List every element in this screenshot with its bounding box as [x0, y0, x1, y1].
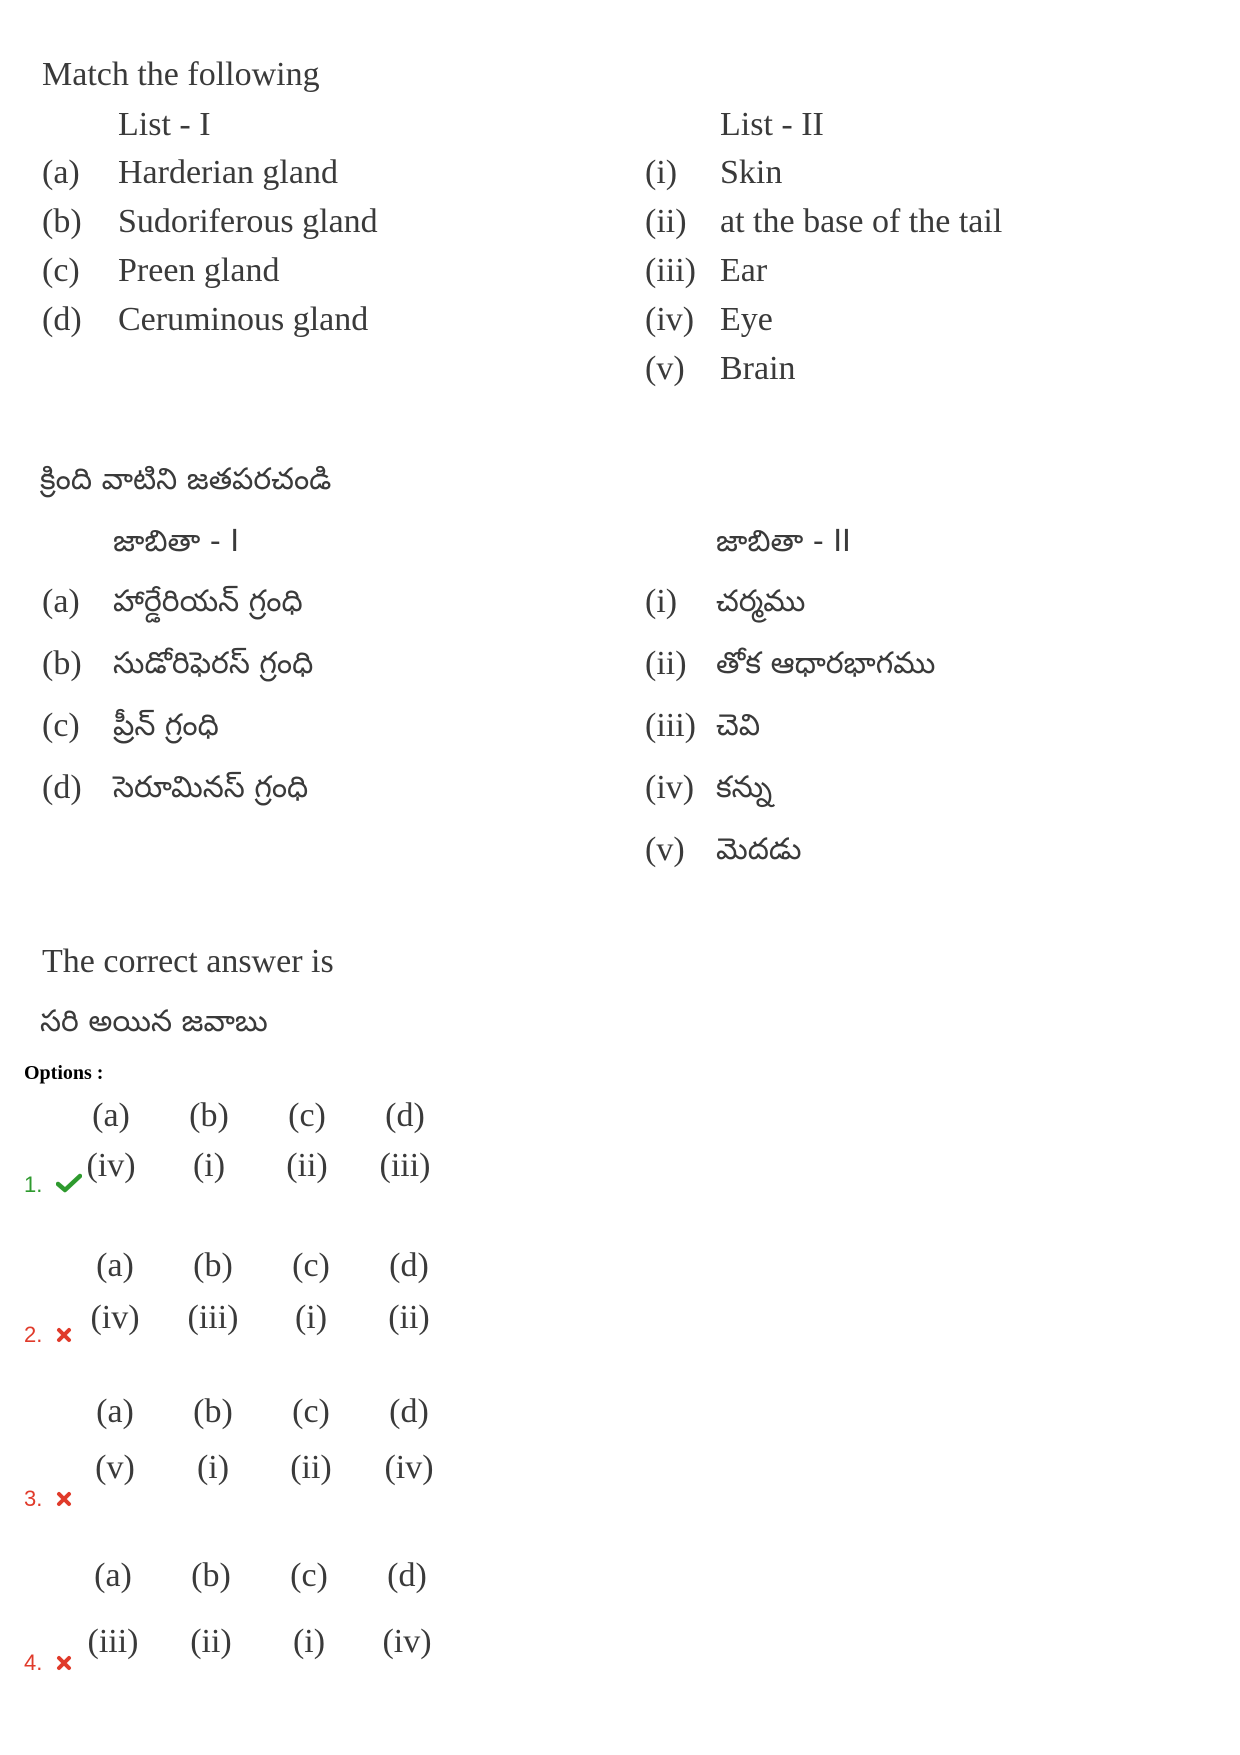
list2-label: (i)	[645, 154, 678, 191]
list1-item: Ceruminous gland	[118, 301, 369, 338]
option-header: (c)	[292, 1393, 330, 1430]
list1-label: (a)	[42, 154, 80, 191]
option-header: (b)	[193, 1247, 233, 1284]
list2-label: (iv)	[645, 301, 695, 338]
option-value: (i)	[294, 1299, 328, 1336]
question-title-en: Match the following	[42, 56, 320, 93]
list2-item: Ear	[720, 252, 768, 289]
list1-label: (c)	[42, 252, 80, 289]
list1-label: (b)	[42, 203, 82, 240]
list2-label: (ii)	[645, 203, 687, 240]
option-3-number	[24, 1486, 72, 1513]
check-icon	[56, 1173, 82, 1199]
answer-prompt-te: సరి అయిన జవాబు	[40, 1004, 268, 1039]
list1-label: (d)	[42, 769, 82, 806]
list1-header-en: List - I	[118, 106, 211, 143]
option-header: (a)	[92, 1097, 130, 1134]
list2-header-te: జాబితా - II	[716, 524, 851, 559]
option-4-number	[24, 1650, 72, 1677]
list1-label: (b)	[42, 645, 82, 682]
list2-item: తోక ఆధారభాగము	[716, 646, 936, 681]
option-value: (ii)	[190, 1623, 232, 1660]
list1-header-te: జాబితా - I	[113, 524, 240, 559]
option-header: (a)	[96, 1393, 134, 1430]
list1-item: Preen gland	[118, 252, 280, 289]
option-header: (b)	[189, 1097, 229, 1134]
option-1-number	[24, 1172, 82, 1199]
cross-icon	[56, 1323, 72, 1349]
options-title: Options :	[24, 1062, 104, 1084]
option-header: (b)	[191, 1557, 231, 1594]
cross-icon	[56, 1651, 72, 1677]
answer-prompt-en: The correct answer is	[42, 943, 334, 980]
list2-item: at the base of the tail	[720, 203, 1003, 240]
option-header: (d)	[389, 1393, 429, 1430]
option-value: (iii)	[187, 1299, 239, 1336]
list2-label: (v)	[645, 831, 685, 868]
option-header: (c)	[288, 1097, 326, 1134]
option-header: (c)	[290, 1557, 328, 1594]
cross-icon	[56, 1487, 72, 1513]
list2-label: (i)	[645, 583, 678, 620]
list2-item: Eye	[720, 301, 773, 338]
option-number: 3.	[24, 1486, 43, 1511]
list1-label: (a)	[42, 583, 80, 620]
option-value: (iii)	[87, 1623, 139, 1660]
list1-item: ప్రీన్ గ్రంధి	[113, 708, 219, 743]
option-2-number	[24, 1322, 72, 1349]
list2-label: (iii)	[645, 252, 696, 289]
option-header: (c)	[292, 1247, 330, 1284]
list2-item: చెవి	[716, 708, 761, 743]
list1-item: Sudoriferous gland	[118, 203, 378, 240]
option-number: 2.	[24, 1322, 43, 1347]
option-value: (iv)	[86, 1147, 136, 1184]
list2-item: Brain	[720, 350, 796, 387]
list2-item: చర్మము	[716, 584, 806, 619]
question-title-te: క్రింది వాటిని జతపరచండి	[40, 462, 332, 497]
option-value: (iv)	[382, 1623, 432, 1660]
list1-item: సెరూమినస్ గ్రంధి	[113, 770, 309, 805]
option-number: 1.	[24, 1172, 43, 1197]
list1-item: సుడోరిఫెరస్ గ్రంధి	[113, 646, 314, 681]
option-value: (ii)	[388, 1299, 430, 1336]
list2-label: (v)	[645, 350, 685, 387]
list2-header-en: List - II	[720, 106, 824, 143]
list2-item: కన్ను	[716, 770, 773, 805]
option-value: (i)	[196, 1449, 230, 1486]
option-header: (d)	[389, 1247, 429, 1284]
list2-item: మెదడు	[716, 832, 802, 867]
list2-item: Skin	[720, 154, 783, 191]
list1-label: (d)	[42, 301, 82, 338]
option-value: (iv)	[384, 1449, 434, 1486]
option-value: (iii)	[379, 1147, 431, 1184]
option-header: (b)	[193, 1393, 233, 1430]
option-number: 4.	[24, 1650, 43, 1675]
option-header: (d)	[385, 1097, 425, 1134]
option-header: (d)	[387, 1557, 427, 1594]
list2-label: (iv)	[645, 769, 695, 806]
list1-item: హార్డేరియన్ గ్రంధి	[113, 584, 303, 619]
list1-item: Harderian gland	[118, 154, 338, 191]
option-value: (i)	[292, 1623, 326, 1660]
list2-label: (ii)	[645, 645, 687, 682]
option-value: (ii)	[286, 1147, 328, 1184]
option-header: (a)	[94, 1557, 132, 1594]
list1-label: (c)	[42, 707, 80, 744]
list2-label: (iii)	[645, 707, 696, 744]
option-value: (i)	[192, 1147, 226, 1184]
option-value: (v)	[95, 1449, 135, 1486]
option-value: (iv)	[90, 1299, 140, 1336]
option-value: (ii)	[290, 1449, 332, 1486]
option-header: (a)	[96, 1247, 134, 1284]
